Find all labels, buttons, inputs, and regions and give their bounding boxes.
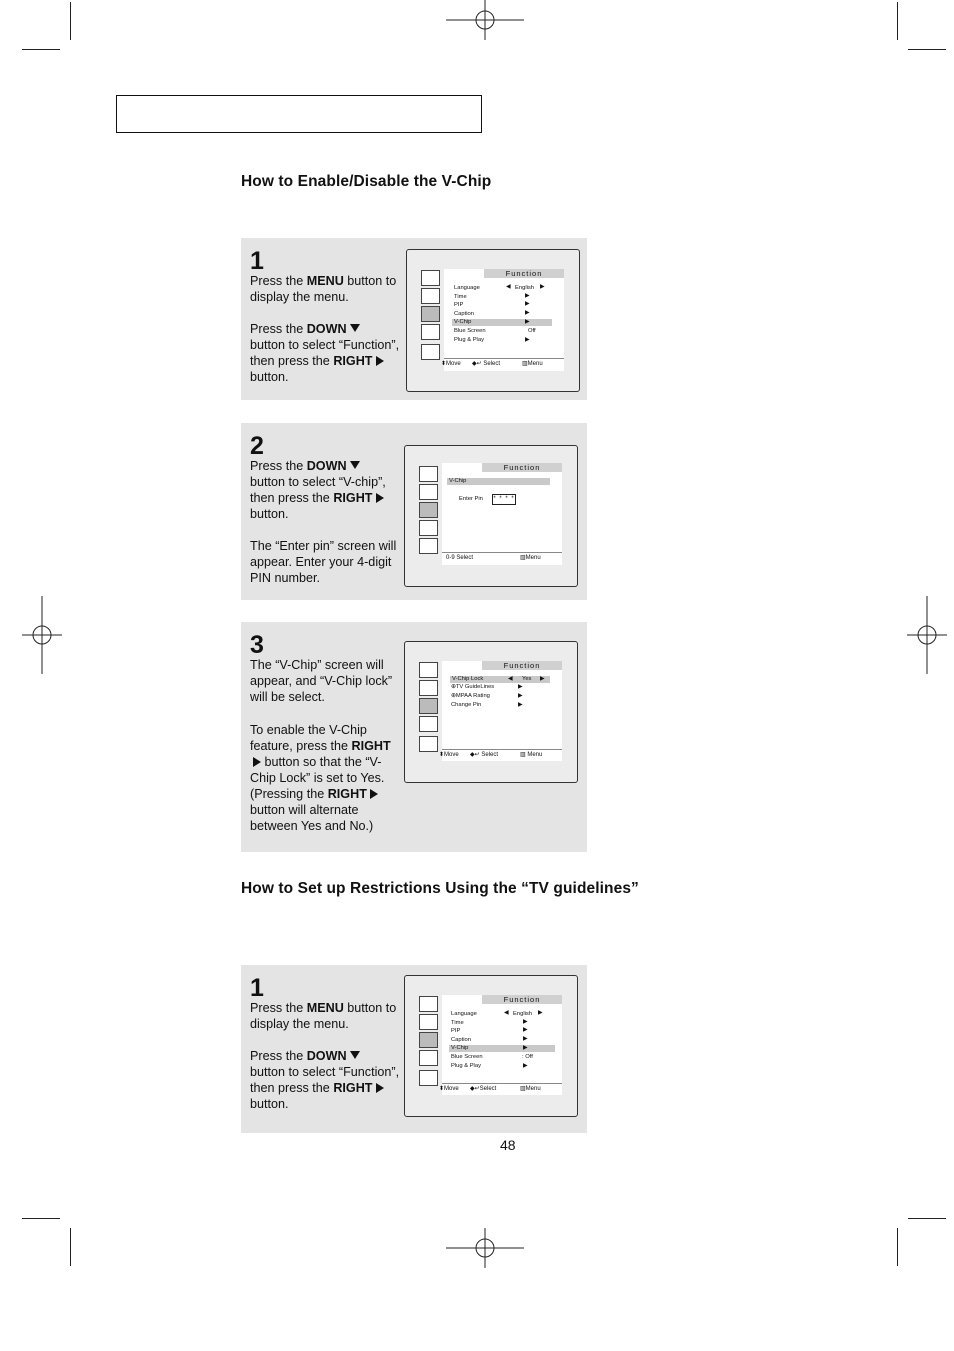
crop-mark — [908, 49, 946, 50]
crop-mark — [897, 1228, 898, 1266]
down-triangle-icon — [350, 324, 360, 332]
channel-icon — [421, 306, 440, 322]
right-arrow-icon: ▶ — [523, 1036, 528, 1042]
osd-footer — [470, 1085, 496, 1093]
text: button. — [250, 507, 289, 521]
text: Press the — [250, 274, 307, 288]
right-arrow-icon: ▶ — [518, 693, 523, 699]
function-icon — [419, 538, 438, 554]
text: Select — [483, 361, 501, 367]
text: Menu — [525, 555, 541, 561]
step-card — [241, 965, 587, 1133]
function-icon — [421, 344, 440, 360]
right-arrow-icon: ▶ — [538, 1010, 543, 1016]
crop-mark — [897, 2, 898, 40]
text: Move — [446, 361, 461, 367]
right-arrow-icon: ▶ — [525, 319, 530, 325]
text: Menu — [527, 752, 543, 758]
right-triangle-icon — [370, 789, 378, 799]
osd-footer — [520, 1085, 541, 1093]
step-number: 1 — [250, 974, 264, 1002]
osd-item-pip: PIP — [451, 1028, 461, 1034]
text-bold: DOWN — [306, 322, 347, 336]
step-card — [241, 238, 587, 400]
osd-item-change-pin: Change Pin — [451, 702, 482, 708]
text: The “Enter pin” screen will appear. Enter your 4-digit PIN number. — [250, 539, 397, 585]
text: Press the — [250, 1001, 307, 1015]
text-bold: RIGHT — [333, 491, 373, 505]
text: Move — [444, 1086, 459, 1092]
osd-value-language: English — [513, 1011, 533, 1017]
osd-footer — [439, 751, 459, 759]
osd-divider — [444, 358, 564, 359]
osd-menu-panel — [439, 995, 562, 1095]
text-bold: RIGHT — [333, 1081, 373, 1095]
osd-value-language: English — [515, 285, 535, 291]
setup-icon — [419, 520, 438, 536]
right-arrow-icon: ▶ — [523, 1063, 528, 1069]
step-card — [241, 423, 587, 600]
osd-divider — [442, 749, 562, 750]
text: (Pressing the — [250, 787, 328, 801]
channel-icon — [419, 502, 438, 518]
osd-item-vchip — [447, 478, 550, 485]
setup-icon — [419, 1050, 438, 1066]
down-triangle-icon — [350, 461, 360, 469]
osd-item-plug-play: Plug & Play — [454, 337, 484, 343]
left-arrow-icon: ◀ — [506, 284, 511, 290]
text: Select — [479, 1086, 497, 1092]
osd-item-blue-screen: Blue Screen — [454, 328, 486, 334]
page-number: 48 — [500, 1137, 516, 1153]
registration-mark-icon — [907, 596, 947, 674]
right-arrow-icon: ▶ — [540, 676, 545, 682]
text-bold: RIGHT — [333, 354, 373, 368]
setup-icon — [419, 716, 438, 732]
osd-menu-panel — [442, 463, 562, 565]
text: Press the — [250, 459, 307, 473]
osd-screen — [406, 249, 580, 392]
osd-item-pip: PIP — [454, 302, 464, 308]
text: V-Chip Lock — [452, 676, 484, 682]
right-arrow-icon: ▶ — [540, 284, 545, 290]
left-arrow-icon: ◀ — [504, 1010, 509, 1016]
sound-icon — [419, 484, 438, 500]
updown-arrow-icon: ⬍ — [441, 361, 447, 367]
step-number: 1 — [250, 247, 264, 275]
osd-footer: 0-9 Select — [446, 555, 474, 561]
text: button to select “V-chip”, then press the — [250, 475, 386, 505]
text: To enable the V-Chip feature, press the — [250, 723, 367, 753]
crop-mark — [908, 1218, 946, 1219]
text: button to select “Function”, then press the — [250, 1065, 400, 1095]
osd-item-tv-guidelines — [451, 684, 494, 691]
text: V-Chip — [449, 478, 467, 484]
osd-item-vchip — [449, 1045, 555, 1052]
step-number: 2 — [250, 432, 264, 460]
right-arrow-icon: ▶ — [518, 702, 523, 708]
updown-arrow-icon: ⬍ — [439, 752, 445, 758]
osd-screen — [404, 445, 578, 587]
text: Press the — [250, 322, 307, 336]
osd-footer — [472, 360, 500, 368]
text: button will alternate between Yes and No.) — [250, 803, 374, 833]
osd-screen — [404, 641, 578, 783]
text: V-Chip — [451, 1045, 469, 1051]
text-bold: MENU — [306, 274, 344, 288]
lock-icon: ⊕ — [451, 684, 456, 690]
osd-title: Function — [482, 995, 562, 1004]
text-bold: RIGHT — [327, 787, 367, 801]
menu-icon: ▥ — [520, 555, 526, 561]
right-triangle-icon — [376, 356, 384, 366]
crop-mark — [22, 49, 60, 50]
osd-divider — [442, 1083, 562, 1084]
menu-icon: ▥ — [522, 361, 528, 367]
osd-menu-panel — [441, 269, 564, 371]
text: Menu — [525, 1086, 541, 1092]
right-triangle-icon — [376, 1083, 384, 1093]
picture-icon — [419, 996, 438, 1012]
crop-mark — [70, 1228, 71, 1266]
text-bold: RIGHT — [351, 739, 391, 753]
down-triangle-icon — [350, 1051, 360, 1059]
updown-arrow-icon: ⬍ — [439, 1086, 445, 1092]
osd-footer — [522, 360, 543, 368]
osd-item-blue-screen: Blue Screen — [451, 1054, 483, 1060]
osd-title: Function — [484, 269, 564, 278]
osd-footer — [520, 554, 541, 562]
right-arrow-icon: ▶ — [523, 1019, 528, 1025]
step-text — [250, 458, 400, 602]
right-arrow-icon: ▶ — [518, 684, 523, 690]
osd-footer — [441, 360, 461, 368]
enter-icon: ◆↵ — [470, 752, 480, 758]
crop-mark — [70, 2, 71, 40]
text: button to display the menu. — [250, 274, 397, 304]
osd-value-vchip-lock: Yes — [522, 676, 532, 682]
right-arrow-icon: ▶ — [525, 293, 530, 299]
text: Move — [444, 752, 459, 758]
right-arrow-icon: ▶ — [525, 337, 530, 343]
right-triangle-icon — [253, 757, 261, 767]
sound-icon — [419, 680, 438, 696]
osd-item-mpaa — [451, 693, 490, 700]
left-arrow-icon: ◀ — [508, 676, 513, 682]
setup-icon — [421, 324, 440, 340]
text: button to display the menu. — [250, 1001, 397, 1031]
osd-title: Function — [482, 463, 562, 472]
text: V-Chip — [454, 319, 472, 325]
osd-item-language: Language — [451, 1011, 477, 1017]
header-box — [116, 95, 482, 133]
osd-item-vchip — [452, 319, 552, 326]
step-number: 3 — [250, 631, 264, 659]
channel-icon — [419, 698, 438, 714]
text: The “V-Chip” screen will appear, and “V-Chip lock” will be select. — [250, 658, 393, 704]
text-bold: DOWN — [306, 1049, 347, 1063]
text: Menu — [527, 361, 543, 367]
osd-item-language: Language — [454, 285, 480, 291]
text: button. — [250, 370, 289, 384]
function-icon — [419, 1070, 438, 1086]
text: button. — [250, 1097, 289, 1111]
osd-footer — [470, 751, 498, 759]
text: Press the — [250, 1049, 307, 1063]
osd-item-time: Time — [451, 1020, 464, 1026]
osd-screen — [404, 975, 578, 1117]
right-arrow-icon: ▶ — [523, 1027, 528, 1033]
osd-item-time: Time — [454, 294, 467, 300]
picture-icon — [419, 662, 438, 678]
function-icon — [419, 736, 438, 752]
sound-icon — [421, 288, 440, 304]
pin-input[interactable]: * * * * — [492, 494, 516, 505]
right-arrow-icon: ▶ — [525, 301, 530, 307]
menu-icon: ▥ — [520, 752, 526, 758]
step-text — [250, 273, 400, 401]
text-bold: DOWN — [306, 459, 347, 473]
sound-icon — [419, 1014, 438, 1030]
registration-mark-icon — [446, 0, 524, 40]
text: MPAA Rating — [455, 693, 490, 699]
enter-icon: ◆↵ — [472, 361, 482, 367]
osd-value-blue-screen: : Off — [522, 1054, 533, 1060]
registration-mark-icon — [22, 596, 62, 674]
osd-item-caption: Caption — [454, 311, 474, 317]
osd-item-vchip-lock — [450, 676, 550, 683]
osd-title: Function — [482, 661, 562, 670]
osd-item-plug-play: Plug & Play — [451, 1063, 481, 1069]
channel-icon — [419, 1032, 438, 1048]
right-arrow-icon: ▶ — [525, 310, 530, 316]
osd-divider — [442, 552, 562, 553]
osd-menu-panel — [439, 661, 562, 761]
registration-mark-icon — [446, 1228, 524, 1268]
step-text — [250, 1000, 400, 1128]
section-title-vchip: How to Enable/Disable the V-Chip — [241, 173, 492, 190]
text-bold: MENU — [306, 1001, 344, 1015]
picture-icon — [421, 270, 440, 286]
step-card — [241, 622, 587, 852]
text: button to select “Function”, then press the — [250, 338, 400, 368]
enter-icon: ◆↵ — [470, 1086, 480, 1092]
picture-icon — [419, 466, 438, 482]
osd-footer — [520, 751, 542, 759]
section-title-tv-guidelines: How to Set up Restrictions Using the “TV guidelines” — [241, 880, 639, 897]
right-triangle-icon — [376, 493, 384, 503]
osd-value-blue-screen: Off — [528, 328, 536, 334]
right-arrow-icon: ▶ — [523, 1045, 528, 1051]
osd-footer — [439, 1085, 459, 1093]
crop-mark — [22, 1218, 60, 1219]
text: Select — [481, 752, 499, 758]
text: TV GuideLines — [455, 684, 495, 690]
enter-pin-label: Enter Pin — [459, 496, 483, 502]
menu-icon: ▥ — [520, 1086, 526, 1092]
osd-item-caption: Caption — [451, 1037, 471, 1043]
step-text — [250, 657, 400, 850]
lock-icon: ⊕ — [451, 693, 456, 699]
text: button so that the “V-Chip Lock” is set to Yes. — [250, 755, 385, 785]
